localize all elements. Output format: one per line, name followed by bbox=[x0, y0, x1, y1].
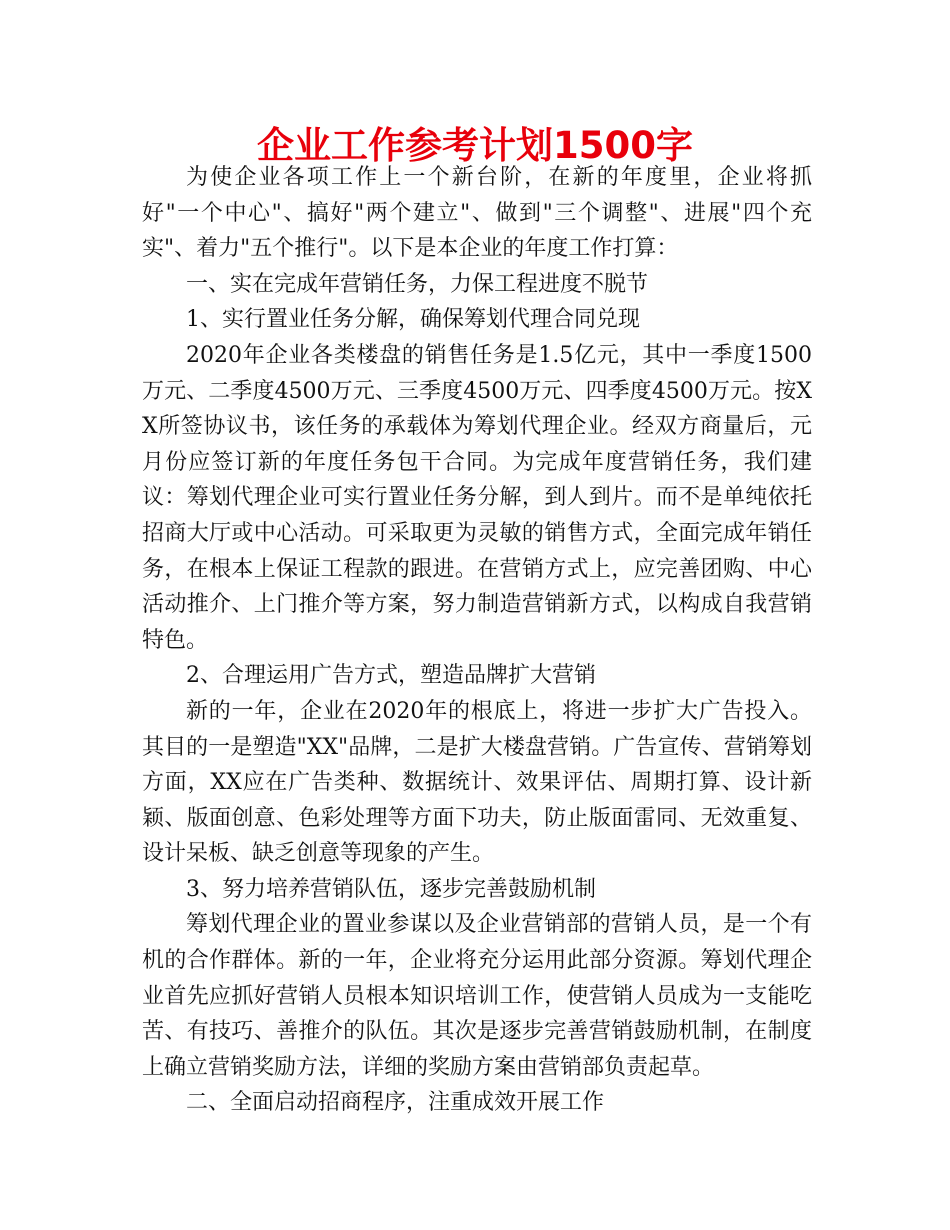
document-body bbox=[142, 160, 812, 1121]
paragraph-advertising: 新的一年，企业在2020年的根底上，将进一步扩大广告投入。其目的一是塑造"XX"品牌，二是扩大楼盘营销。广告宣传、营销筹划方面，XX应在广告类种、数据统计、效果评估、周期打算、设计新颖、版面创意、色彩处理等方面下功夫，防止版面雷同、无效重复、设计呆板、缺乏创意等现象的产生。 bbox=[142, 698, 812, 867]
section-heading-2: 二、全面启动招商程序，注重成效开展工作 bbox=[186, 1090, 605, 1116]
paragraph-intro: 为使企业各项工作上一个新台阶，在新的年度里，企业将抓好"一个中心"、搞好"两个建立"、做到"三个调整"、进展"四个充实"、着力"五个推行"。以下是本企业的年度工作打算： bbox=[142, 165, 812, 262]
subsection-heading-3: 3、努力培养营销队伍，逐步完善鼓励机制 bbox=[186, 876, 596, 902]
paragraph-sales-task: 2020年企业各类楼盘的销售任务是1.5亿元，其中一季度1500万元、二季度4500万元、三季度4500万元、四季度4500万元。按XX所签协议书，该任务的承载体为筹划代理企业。经双方商量后，元月份应签订新的年度任务包干合同。为完成年度营销任务，我们建议：筹划代理企业可实行置业任务分解，到人到片。而不是单纯依托招商大厅或中心活动。可采取更为灵敏的销售方式，全面完成年销任务，在根本上保证工程款的跟进。在营销方式上，应完善团购、中心活动推介、上门推介等方案，努力制造营销新方式，以构成自我营销特色。 bbox=[142, 342, 812, 653]
section-heading-1: 一、实在完成年营销任务，力保工程进度不脱节 bbox=[186, 271, 649, 297]
subsection-heading-2: 2、合理运用广告方式，塑造品牌扩大营销 bbox=[186, 663, 596, 689]
paragraph-sales-team: 筹划代理企业的置业参谋以及企业营销部的营销人员，是一个有机的合作群体。新的一年，企业将充分运用此部分资源。筹划代理企业首先应抓好营销人员根本知识培训工作，使营销人员成为一支能吃苦、有技巧、善推介的队伍。其次是逐步完善营销鼓励机制，在制度上确立营销奖励方法，详细的奖励方案由营销部负责起草。 bbox=[142, 912, 812, 1080]
document-title: 企业工作参考计划1500字 bbox=[257, 124, 693, 167]
subsection-heading-1: 1、实行置业任务分解，确保筹划代理合同兑现 bbox=[186, 307, 640, 333]
